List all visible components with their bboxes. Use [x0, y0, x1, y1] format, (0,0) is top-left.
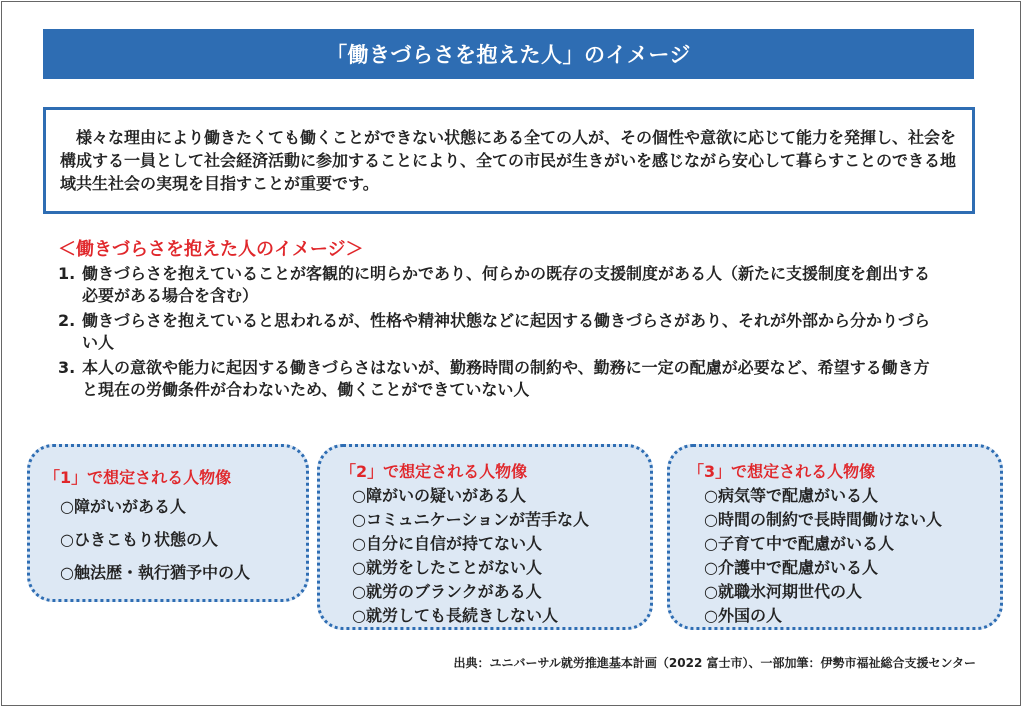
image-list: [58, 263, 938, 404]
card-list-item: ○ひきこもり状態の人: [60, 530, 218, 549]
list-item-text: 本人の意欲や能力に起因する働きづらさはないが、勤務時間の制約や、勤務に一定の配慮が必要など、希望する働き方と現在の労働条件が合わないため、働くことができていない人: [82, 358, 930, 399]
list-item-number: 3.: [58, 358, 76, 377]
card-list-item: ○時間の制約で長時間働けない人: [704, 510, 942, 529]
persona-card-2: [317, 444, 653, 630]
card-list: [44, 490, 306, 589]
card-list-item: ○介護中で配慮がいる人: [704, 558, 878, 577]
list-item-number: 1.: [58, 264, 76, 283]
persona-card-1: [27, 444, 309, 602]
card-list-item: ○障がいがある人: [60, 497, 186, 516]
source-citation: 出典：ユニバーサル就労推進基本計画（2022 富士市）、一部加筆：伊勢市福祉総合支援センター: [453, 656, 976, 670]
list-item-number: 2.: [58, 311, 76, 330]
card-list-item: ○自分に自信が持てない人: [352, 534, 542, 553]
intro-text: 様々な理由により働きたくても働くことができない状態にある全ての人が、その個性や意欲に応じて能力を発揮し、社会を構成する一員として社会経済活動に参加することにより、全ての市民が生きがいを感じながら安心して暮らすことのできる地域共生社会の実現を目指すことが重要です。: [60, 128, 957, 193]
card-list: [340, 484, 650, 628]
page-title-banner: [43, 29, 974, 79]
card-list-item: ○就労しても長続きしない人: [352, 606, 558, 625]
persona-card-3: [667, 444, 1003, 630]
card-list-item: ○障がいの疑いがある人: [352, 486, 526, 505]
card-list-item: ○コミュニケーションが苦手な人: [352, 510, 590, 529]
card-list-item: ○外国の人: [704, 606, 782, 625]
list-item: [58, 310, 938, 354]
card-list-item: ○病気等で配慮がいる人: [704, 486, 878, 505]
card-title: 「3」で想定される人物像: [688, 462, 876, 481]
section-heading: ＜働きづらさを抱えた人のイメージ＞: [58, 239, 364, 260]
card-list-item: ○就労をしたことがない人: [352, 558, 542, 577]
list-item-text: 働きづらさを抱えていると思われるが、性格や精神状態などに起因する働きづらさがあり、それが外部から分かりづらい人: [82, 311, 931, 352]
page-title: 「働きづらさを抱えた人」のイメージ: [326, 43, 691, 67]
card-title: 「1」で想定される人物像: [44, 468, 232, 487]
card-list-item: ○就職氷河期世代の人: [704, 582, 862, 601]
list-item: [58, 263, 938, 307]
card-list-item: ○子育て中で配慮がいる人: [704, 534, 894, 553]
list-item: [58, 357, 938, 401]
card-list: [688, 484, 1000, 628]
card-list-item: ○就労のブランクがある人: [352, 582, 542, 601]
card-list-item: ○触法歴・執行猶予中の人: [60, 563, 250, 582]
card-title: 「2」で想定される人物像: [340, 462, 528, 481]
list-item-text: 働きづらさを抱えていることが客観的に明らかであり、何らかの既存の支援制度がある人（新たに支援制度を創出する必要がある場合を含む）: [82, 264, 931, 305]
intro-box: [43, 107, 975, 214]
